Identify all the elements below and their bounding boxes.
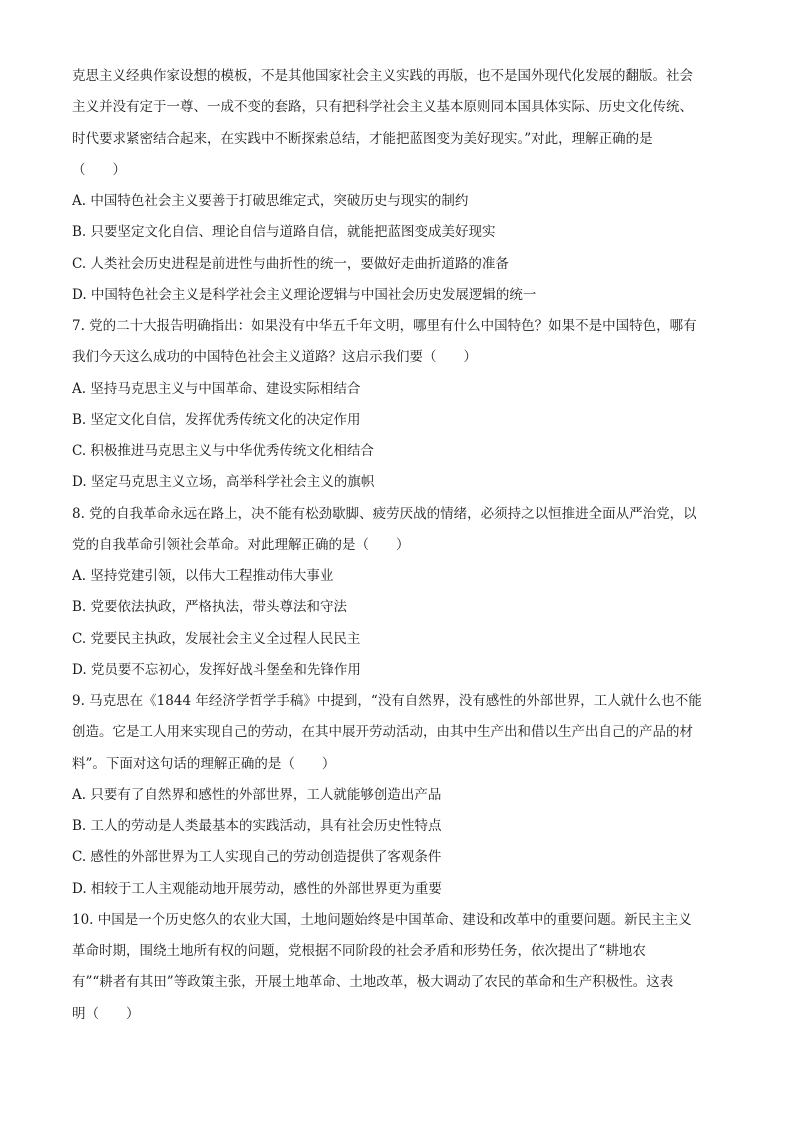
question-7-stem: 7. 党的二十大报告明确指出：如果没有中华五千年文明，哪里有什么中国特色？如果不是中国特色，哪有 xyxy=(72,318,697,334)
option-c: C. 积极推进马克思主义与中华优秀传统文化相结合 xyxy=(72,443,374,459)
passage-line: 主义并没有定于一尊、一成不变的套路，只有把科学社会主义基本原则同本国具体实际、历史文化传统、 xyxy=(72,99,693,115)
question-9-stem: 9. 马克思在《1844 年经济学哲学手稿》中提到，“没有自然界，没有感性的外部世界，工人就什么也不能 xyxy=(72,693,702,709)
question-10-stem: 明（ ） xyxy=(72,1006,140,1022)
option-d: D. 相较于工人主观能动地开展劳动，感性的外部世界更为重要 xyxy=(72,881,442,897)
option-a: A. 坚持马克思主义与中国革命、建设实际相结合 xyxy=(72,381,361,397)
passage-line: 克思主义经典作家设想的模板，不是其他国家社会主义实践的再版，也不是国外现代化发展的翻版。社会 xyxy=(72,68,693,84)
option-d: D. 党员要不忘初心，发挥好战斗堡垒和先锋作用 xyxy=(72,662,361,678)
option-b: B. 坚定文化自信，发挥优秀传统文化的决定作用 xyxy=(72,412,361,428)
option-d: D. 中国特色社会主义是科学社会主义理论逻辑与中国社会历史发展逻辑的统一 xyxy=(72,287,537,303)
passage-line: 时代要求紧密结合起来，在实践中不断探索总结，才能把蓝图变为美好现实。”对此，理解正确的是 xyxy=(72,131,653,147)
question-9-stem: 料”。下面对这句话的理解正确的是（ ） xyxy=(72,756,336,772)
answer-blank: （ ） xyxy=(72,162,126,178)
question-9-stem: 创造。它是工人用来实现自己的劳动，在其中展开劳动活动，由其中生产出和借以生产出自己的产品的材 xyxy=(72,724,693,740)
question-8-stem: 8. 党的自我革命永远在路上，决不能有松劲歇脚、疲劳厌战的情绪，必须持之以恒推进全面从严治党，以 xyxy=(72,506,697,522)
option-b: B. 只要坚定文化自信、理论自信与道路自信，就能把蓝图变成美好现实 xyxy=(72,224,496,240)
option-c: C. 党要民主执政，发展社会主义全过程人民民主 xyxy=(72,631,361,647)
question-10-stem: 有”“耕者有其田”等政策主张，开展土地革命、土地改革，极大调动了农民的革命和生产积极性。这表 xyxy=(72,974,674,990)
option-a: A. 只要有了自然界和感性的外部世界，工人就能够创造出产品 xyxy=(72,787,442,803)
question-10-stem: 革命时期，围绕土地所有权的问题，党根据不同阶段的社会矛盾和形势任务，依次提出了“耕地农 xyxy=(72,943,646,959)
question-7-stem: 我们今天这么成功的中国特色社会主义道路？这启示我们要（ ） xyxy=(72,349,477,365)
option-b: B. 党要依法执政，严格执法，带头尊法和守法 xyxy=(72,599,348,615)
option-c: C. 感性的外部世界为工人实现自己的劳动创造提供了客观条件 xyxy=(72,849,442,865)
option-c: C. 人类社会历史进程是前进性与曲折性的统一，要做好走曲折道路的准备 xyxy=(72,256,509,272)
question-8-stem: 党的自我革命引领社会革命。对此理解正确的是（ ） xyxy=(72,537,410,553)
option-b: B. 工人的劳动是人类最基本的实践活动，具有社会历史性特点 xyxy=(72,818,442,834)
question-10-stem: 10. 中国是一个历史悠久的农业大国，土地问题始终是中国革命、建设和改革中的重要问题。新民主主义 xyxy=(72,912,692,928)
option-d: D. 坚定马克思主义立场，高举科学社会主义的旗帜 xyxy=(72,474,375,490)
option-a: A. 中国特色社会主义要善于打破思维定式，突破历史与现实的制约 xyxy=(72,193,469,209)
option-a: A. 坚持党建引领，以伟大工程推动伟大事业 xyxy=(72,568,334,584)
